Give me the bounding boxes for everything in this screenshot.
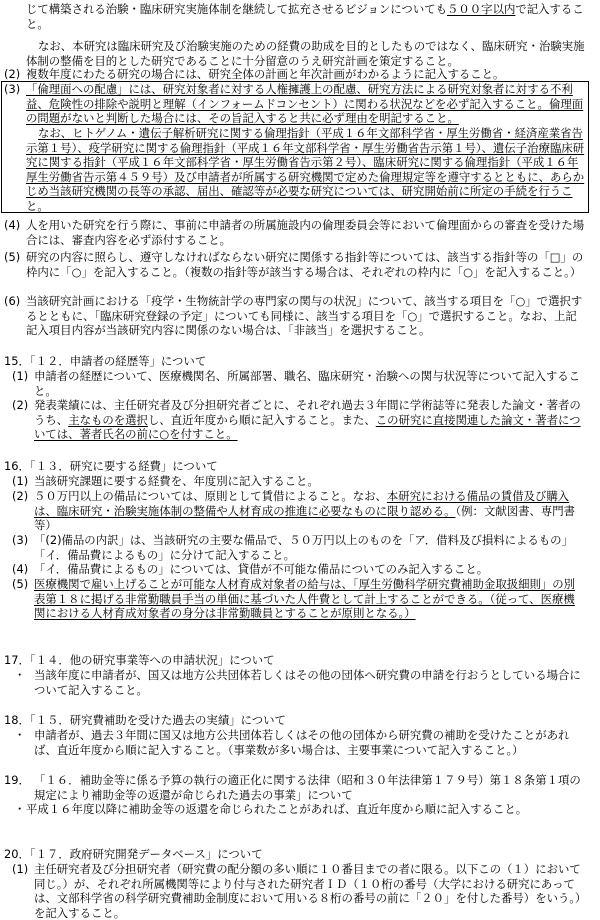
section17-heading: 17．「１４．他の研究事業等への申請状況」について [4,653,275,667]
intro-char-limit: ５００字以内 [447,2,516,16]
publications-text-mid: し、直近年度から順に記入すること。また、 [147,412,376,427]
section19-text: 平成１６年度以降に補助金等の返還を命じられたことがあれば、直近年度から順に記入すること。 [26,802,528,816]
item6-text: 当該研究計画における「疫学・生物統計学の専門家の関与の状況」について、該当する項目を「○」で選択するとともに、「臨床研究登録の予定」についても同様に、該当する項目を「○」で選択すること。なお、上記記入項目内容が当該研究内容に関係のない場合は、「非該当」を選択すること。 [26,294,583,338]
section15-item1-number: (1) [12,369,29,383]
publications-select-note: 主なものを選択 [68,412,148,427]
section16-item5-text: 医療機関で雇い上げることが可能な人材育成対象者の給与は、「厚生労働科学研究費補助金取扱細則」の別表第１８に掲げる非常勤職員手当の単価に基づいた人件費として計上することができる。（従って、医療機関における人材育成対象者の身分は非常勤職員とすることが原則となる。） [34,577,576,621]
section15-heading: 15．「１２．申請者の経歴等」について [4,354,207,368]
section16-item1-text: 当該研究課題に要する経費を、年度別に記入すること。 [34,474,319,488]
section16-item3-text: 「(2)備品の内訳」は、当該研究の主要な備品で、５０万円以上のものを「ア．借料及び損料によるもの」「イ．備品費によるもの」に分けて記入すること。 [34,533,573,562]
section15-item1-text: 申請者の経歴について、医療機関名、所属部署、職名、臨床研究・治験への関与状況等について記入すること。 [34,369,581,398]
section18-heading: 18．「１５．研究費補助を受けた過去の実績」について [4,713,286,727]
section17-bullet: ・ [14,668,26,682]
section16-item3-number: (3) [12,533,29,547]
section16-item1-number: (1) [12,474,29,488]
equipment-text: ５０万円以上の備品については、原則として賃借によること。なお、 [34,489,387,503]
intro-paragraph [26,2,586,31]
publications-mark-note: この研究に直接関連した論文・著者については、著者氏名の前に○を付すこと。 [34,412,581,442]
item2-text: 複数年度にわたる研究の場合には、研究全体の計画と年次計画がわかるように記入すること。 [26,67,505,81]
section19-heading: 「１６．補助金等に係る予算の執行の適正化に関する法律（昭和３０年法律第１７９号）第１８条第１項の規定により補助金等の返還が命じられた過去の事業」について [34,773,581,802]
section15-item2-text [34,398,586,442]
item3-guidelines-paragraph: なお、ヒトゲノム・遺伝子解析研究に関する倫理指針（平成１６年文部科学省・厚生労働省・経済産業省告示第１号）、疫学研究に関する倫理指針（平成１６年文部科学省・厚生労働省告示第１号）、遺伝子治療臨床研究に関する指針（平成１６年文部科学省・厚生労働省告示第２号）、臨床研究に関する倫理指針（平成１６年厚生労働省告示第４５９号）及び申請者が所属する研究機関で定めた倫理規定等を遵守するとともに、あらかじめ当該研究機関の長等の承認、届出、確認等が必要な研究については、研究開始前に所定の手続を行うこと。 [26,126,585,213]
section17-text: 当該年度に申請者が、国又は地方公共団体若しくはその他の団体へ研究費の申請を行おうとしている場合について記入すること。 [34,668,581,697]
section20-heading: 20．「１７．政府研究開発データベース」について [4,847,263,861]
intro-text: じて構築される治験・臨床研究実施体制を継続して拡充させるビジョンについても [26,2,447,16]
section20-item1-number: (1) [12,862,29,876]
section16-item2-text [34,489,586,533]
publications-text: 発表業績には、主任研究者及び分担研究者ごとに、それぞれ過去３年間に学術誌等に発表した論文・著者のうち、 [34,398,581,427]
section16-item4-number: (4) [12,562,29,576]
equipment-limit-note: 本研究における備品の賃借及び購入は、臨床研究・治験実施体制の整備や人材育成の推進に必要なものに限り認める。 [34,489,570,518]
item4-number: (4) [4,218,21,232]
section16-item2-number: (2) [12,489,29,503]
item6-number: (6) [4,294,21,308]
item3-number: (3) [4,82,21,96]
section19-number: 19． [4,773,30,787]
section16-heading: 16．「１３．研究に要する経費」について [4,459,218,473]
intro-note: なお、本研究は臨床研究及び治験実施のための経費の助成を目的としたものではなく、臨床研究・治験実施体制の整備を目的とした研究であることに十分留意のうえ研究計画を策定すること。 [26,39,585,68]
section15-item2-number: (2) [12,398,29,412]
section16-item4-text: 「イ．備品費によるもの」については、貸借が不可能な備品についてのみ記入すること。 [34,562,489,576]
section18-text: 申請者が、過去３年間に国又は地方公共団体若しくはその他の団体から研究費の補助を受けたことがあれば、直近年度から順に記入すること。（事業数が多い場合は、主要事業について記入すること。） [34,728,570,757]
item3-ethics-paragraph: 「倫理面への配慮」には、研究対象者に対する人権擁護上の配慮、研究方法による研究対象者に対する不利益、危険性の排除や説明と理解（インフォームドコンセント）に関わる状況などを必ず記入すること。倫理面の問題がないと判断した場合には、その旨記入すると共に必ず理由を明記すること。 [26,82,584,126]
item5-text: 研究の内容に照らし、遵守しなければならない研究に関係する指針等については、該当する指針等の「□」の枠内に「○」を記入すること。（複数の指針等が該当する場合は、それぞれの枠内に「○」を記入すること。） [26,250,584,279]
item5-number: (5) [4,250,21,264]
item2-number: (2) [4,67,21,81]
section16-item5-number: (5) [12,577,29,591]
section18-bullet: ・ [14,728,26,742]
item4-text: 人を用いた研究を行う際に、事前に申請者の所属施設内の倫理委員会等において倫理面からの審査を受けた場合には、審査内容を必ず添付すること。 [26,218,585,247]
section20-item1-text: 主任研究者及び分担研究者（研究費の配分額の多い順に１０番目までの者に限る。以下この（１）において同じ。）が、それぞれ所属機関等により付与された研究者ＩＤ（１０桁の番号（大学における研究にあっては、文部科学省の科学研究費補助金制度において用いる８桁の番号の前に「２０」を付した番号）をいう。）を記入すること。 [34,862,581,920]
equipment-example: （例：文献図書、専門書等） [34,503,576,533]
section19-bullet: ・ [14,802,26,816]
intro-text-end: で記入すること。 [26,2,584,31]
